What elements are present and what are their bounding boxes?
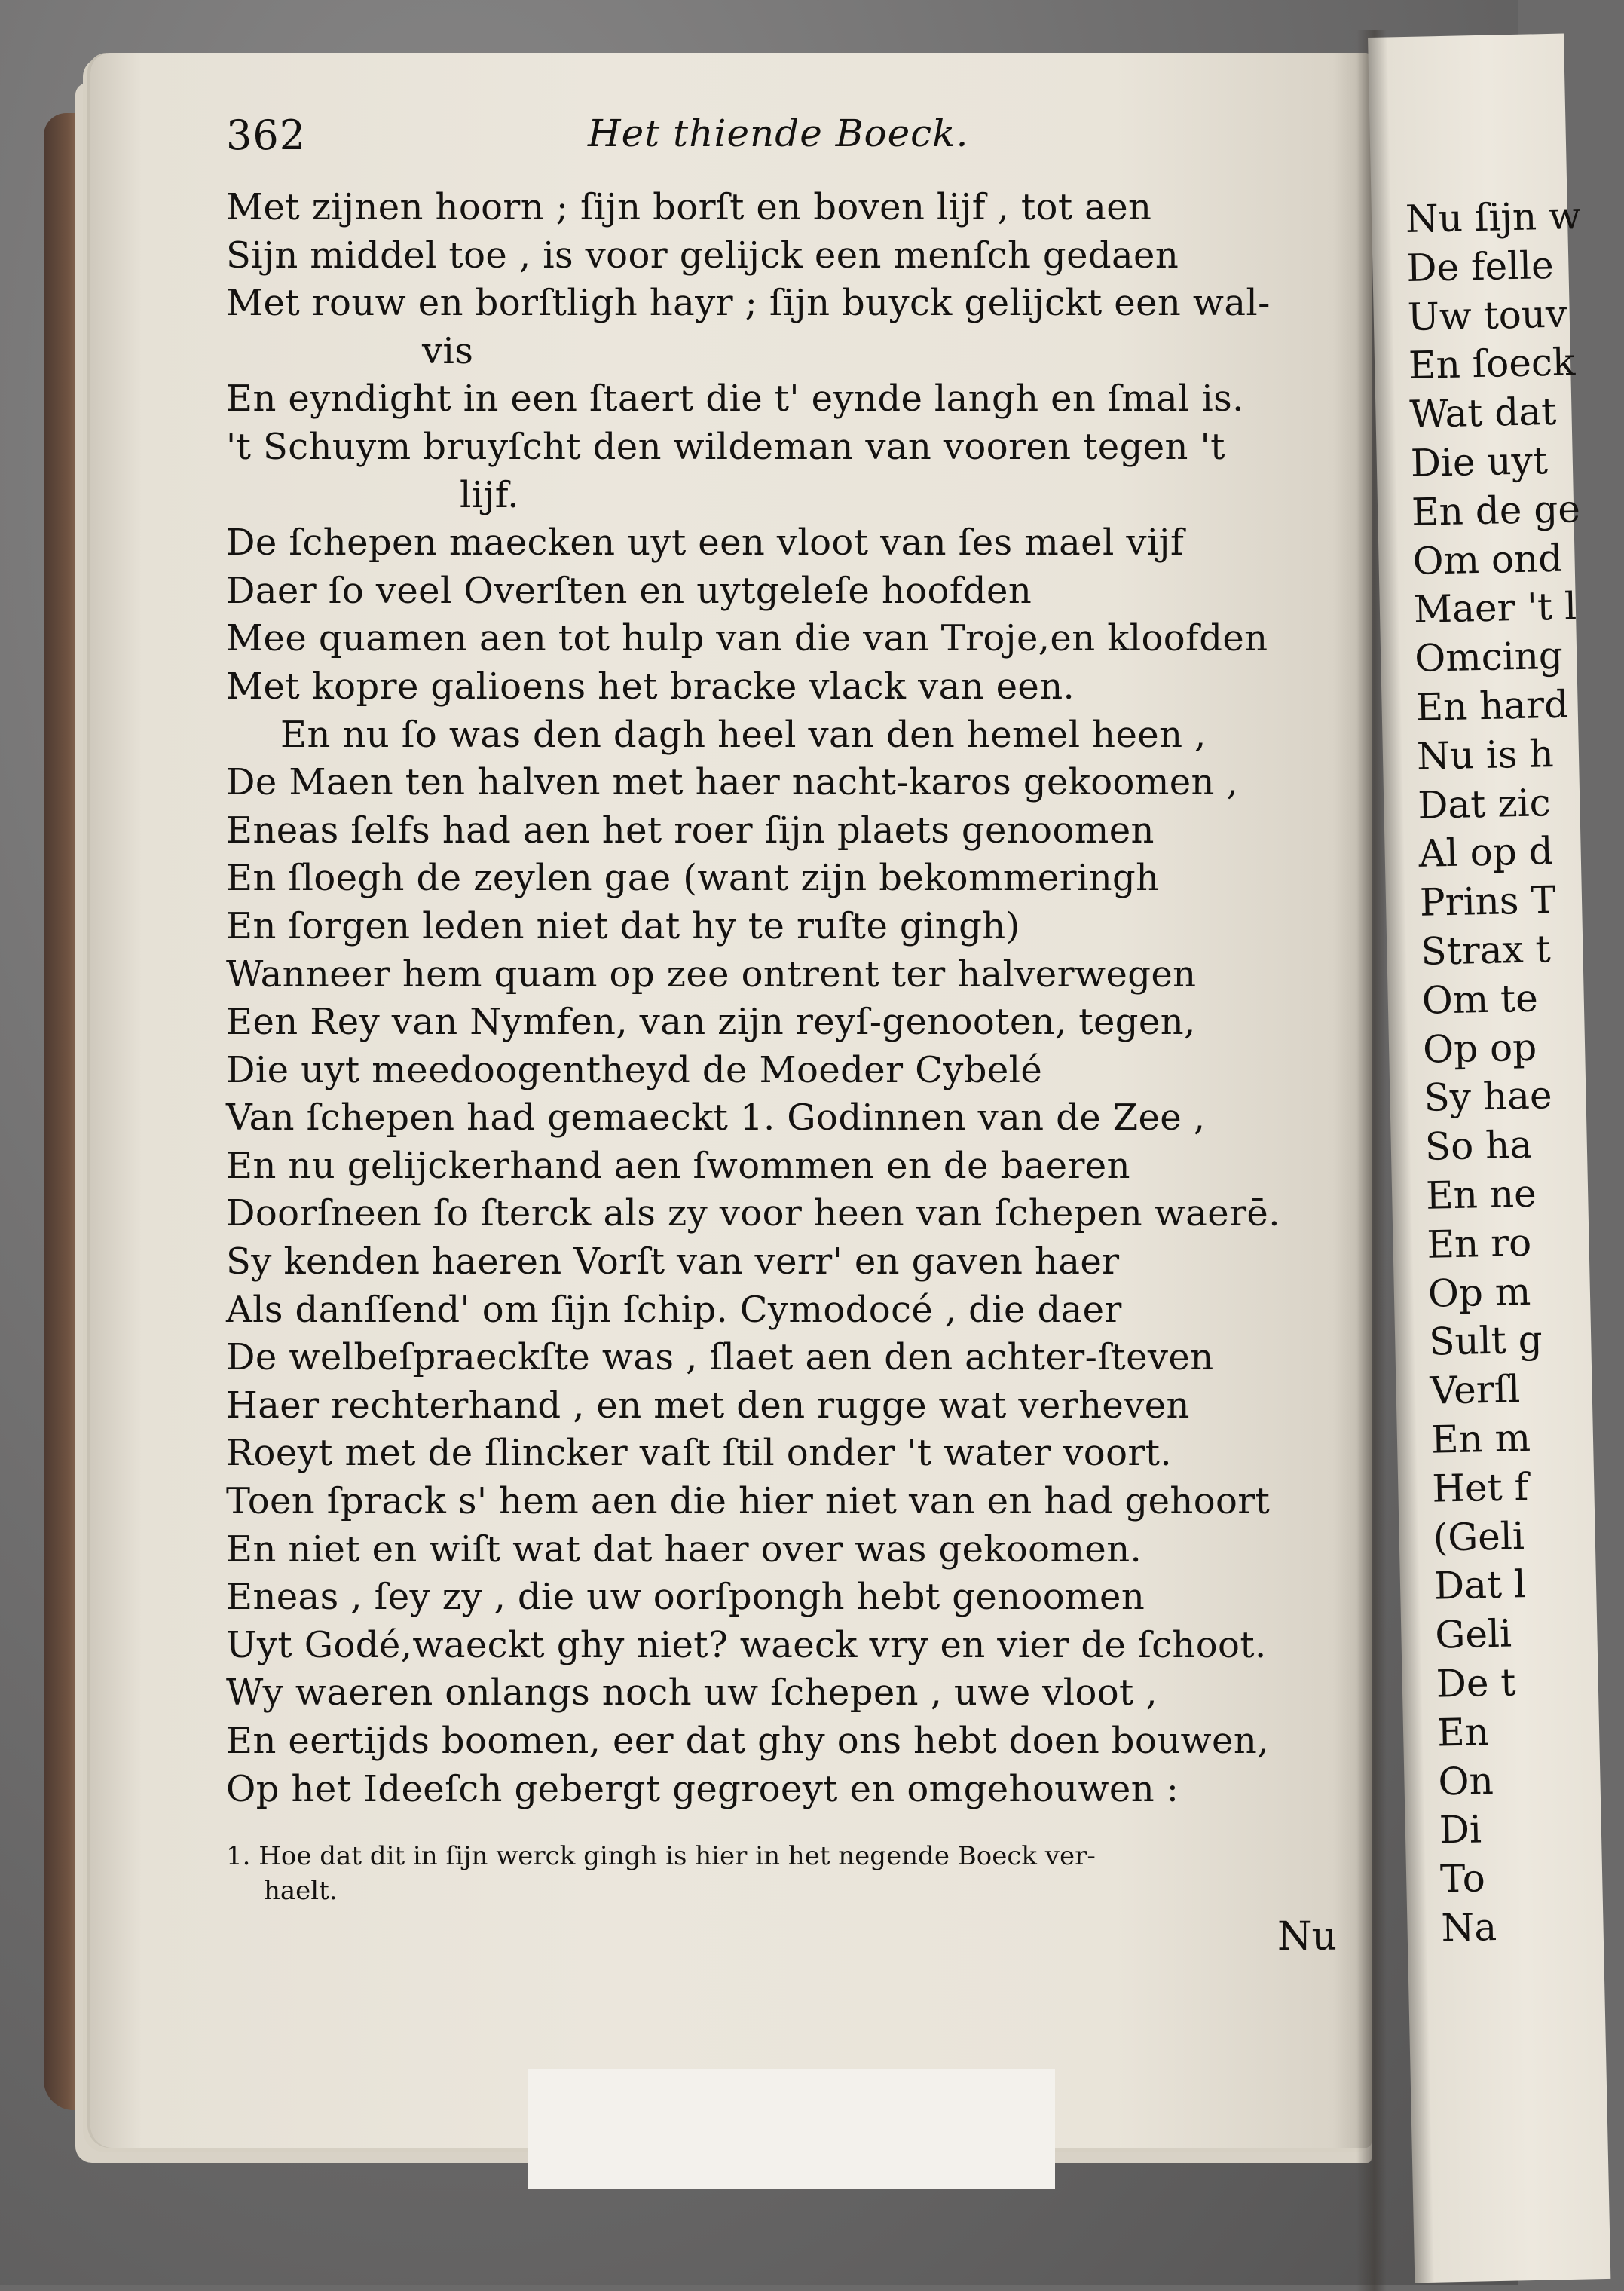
footnote-line: haelt. (264, 1876, 338, 1906)
text-line: Eneas , ſey zy , die uw oorſpongh hebt genoomen (226, 1576, 1145, 1619)
right-page-line: Di (1439, 1807, 1482, 1852)
right-page-line: So ha (1424, 1122, 1533, 1169)
right-page-line: De t (1436, 1660, 1517, 1706)
right-page-line: To (1439, 1856, 1486, 1901)
text-line: Toen ſprack s' hem aen die hier niet van en had gehoort (226, 1480, 1271, 1523)
text-line: De ſchepen maecken uyt een vloot van ſes mael vijf (226, 522, 1185, 564)
text-line: Haer rechterhand , en met den rugge wat verheven (226, 1384, 1190, 1427)
right-page-line: Nu is h (1416, 731, 1555, 778)
right-page-line: Dat zic (1417, 780, 1552, 827)
right-page-line: En ne (1425, 1171, 1537, 1218)
text-line: Op het Ideeſch gebergt gegroeyt en omgehouwen : (226, 1767, 1179, 1810)
footnote-line: 1. Hoe dat dit in ſijn werck gingh is hier in het negende Boeck ver- (226, 1841, 1096, 1871)
right-page-line: Sult g (1428, 1317, 1543, 1364)
text-line: Sy kenden haeren Vorſt van verr' en gaven haer (226, 1240, 1120, 1283)
text-line: Van ſchepen had gemaeckt 1. Godinnen van de Zee , (226, 1097, 1206, 1139)
text-line: Daer ſo veel Overſten en uytgeleſe hoofden (226, 569, 1032, 612)
right-page-line: Het f (1431, 1464, 1529, 1511)
right-page-line: Maer 't l (1413, 584, 1577, 632)
text-line: En niet en wiſt wat dat haer over was gekoomen. (226, 1528, 1142, 1571)
right-page-line: En de ge (1411, 487, 1581, 534)
right-page-line: Na (1440, 1904, 1497, 1950)
text-line: En eyndight in een ſtaert die t' eynde langh en ſmal is. (226, 378, 1244, 421)
right-page-line: Wat dat (1408, 390, 1557, 437)
right-page-line: En hard (1415, 682, 1569, 730)
text-line: Een Rey van Nymfen, van zijn reyſ-genooten, tegen, (226, 1001, 1196, 1044)
right-page-text (1405, 191, 1617, 1953)
text-line: Als danſſend' om ſijn ſchip. Cymodocé , die daer (226, 1288, 1122, 1331)
right-page-line: Om ond (1411, 536, 1563, 583)
text-line: lijf. (460, 473, 519, 516)
white-patch (528, 2069, 1055, 2189)
right-page-line: Omcing (1414, 633, 1564, 681)
catchword: Nu (1277, 1914, 1337, 1959)
right-page-line: Strax t (1420, 927, 1552, 974)
right-page-line: Die uyt (1410, 439, 1549, 485)
text-line: En ſloegh de zeylen gae (want zijn bekommeringh (226, 857, 1160, 900)
text-line: En nu gelijckerhand aen ſwommen en de baeren (226, 1144, 1130, 1187)
footnote (226, 1839, 1356, 1908)
text-line: Wanneer hem quam op zee ontrent ter halverwegen (226, 953, 1197, 996)
right-page-line: En ſoeck (1408, 340, 1576, 388)
right-page-line: Prins T (1419, 878, 1557, 925)
right-page-line: En (1436, 1709, 1490, 1755)
right-page-line: Uw touv (1407, 292, 1567, 339)
right-page-line: Sy hae (1423, 1073, 1553, 1121)
page-number: 362 (226, 112, 307, 159)
text-line: Met rouw en borſtligh hayr ; ſijn buyck gelijckt een wal- (226, 282, 1271, 325)
right-page-line: Op m (1427, 1269, 1531, 1316)
right-page-line: Verſl (1430, 1367, 1521, 1413)
right-page-line: En m (1430, 1415, 1531, 1462)
page-header (226, 112, 1341, 172)
text-line: En nu ſo was den dagh heel van den hemel heen , (280, 713, 1207, 756)
text-line: Sijn middel toe , is voor gelijck een menſch gedaen (226, 234, 1179, 277)
text-line: Uyt Godé,waeckt ghy niet? waeck vry en vier de ſchoot. (226, 1623, 1267, 1666)
right-page-line: Geli (1434, 1611, 1512, 1657)
right-page-line: Al op d (1418, 829, 1554, 876)
text-line: De welbeſpraeckſte was , ſlaet aen den achter-ſteven (226, 1336, 1214, 1379)
text-line: En ſorgen leden niet dat hy te ruſte gingh) (226, 904, 1020, 947)
right-page-line: Nu ſijn w (1405, 194, 1582, 241)
text-line: Mee quamen aen tot hulp van die van Troje,en kloofden (226, 617, 1268, 660)
right-page-line: Dat l (1433, 1562, 1527, 1608)
text-line: Met zijnen hoorn ; ſijn borſt en boven lijf , tot aen (226, 186, 1152, 228)
right-page-line: On (1437, 1758, 1494, 1804)
text-line: vis (422, 329, 474, 372)
text-line: Roeyt met de ſlincker vaſt ſtil onder 't water voort. (226, 1432, 1173, 1475)
poem-text (226, 184, 1372, 1813)
text-line: Met kopre galioens het bracke vlack van een. (226, 665, 1075, 708)
right-page-line: De felle (1405, 243, 1555, 290)
right-page-line: Om te (1421, 976, 1539, 1023)
right-page-line: En ro (1426, 1220, 1532, 1267)
text-line: Wy waeren onlangs noch uw ſchepen , uwe vloot , (226, 1672, 1158, 1714)
text-line: Eneas ſelfs had aen het roer ſijn plaets genoomen (226, 809, 1155, 852)
text-line: Doorſneen ſo ſterck als zy voor heen van ſchepen waerē. (226, 1192, 1280, 1235)
text-line: Die uyt meedoogentheyd de Moeder Cybelé (226, 1048, 1043, 1091)
text-line: De Maen ten halven met haer nacht-karos gekoomen , (226, 761, 1239, 804)
running-head: Het thiende Boeck. (588, 112, 969, 155)
text-line: En eertijds boomen, eer dat ghy ons hebt doen bouwen, (226, 1720, 1269, 1762)
right-page-line: Op op (1422, 1025, 1537, 1072)
text-line: 't Schuym bruyſcht den wildeman van vooren tegen 't (226, 425, 1225, 468)
right-page-line: (Geli (1433, 1513, 1525, 1560)
